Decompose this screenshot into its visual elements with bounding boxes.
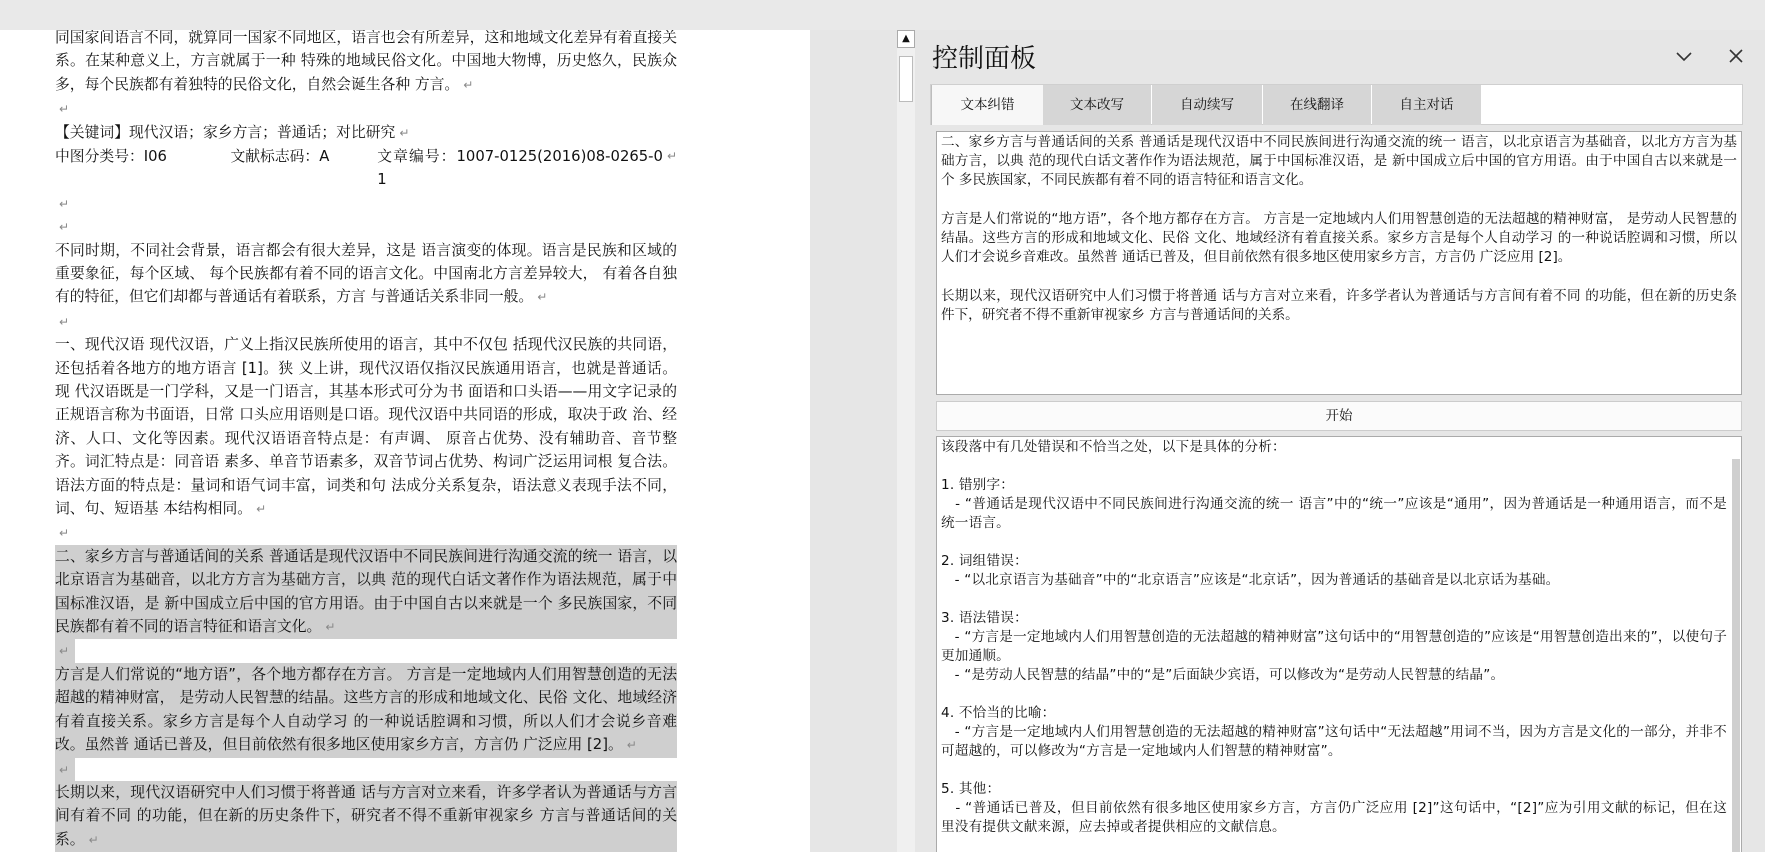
output-scrollbar[interactable] [1732, 459, 1740, 852]
start-button[interactable]: 开始 [936, 401, 1742, 431]
tab-auto-continue[interactable]: 自动续写 [1152, 85, 1262, 125]
panel-title: 控制面板 [932, 44, 1037, 74]
document-body[interactable] [55, 30, 677, 852]
tab-text-rewrite[interactable]: 文本改写 [1043, 85, 1151, 125]
doc-paragraph-long-selected[interactable]: 长期以来，现代汉语研究中人们习惯于将普通 话与方言对立来看，许多学者认为普通话与方言间有着不同 的功能，但在新的历史条件下，研究者不得不重新审视家乡 方言与普通话间的关系。 ↵ [55, 781, 677, 852]
cls-number: 中图分类号：I06 [55, 148, 167, 166]
empty-line-selected[interactable]: ↵ [55, 758, 75, 781]
feature-tabs [930, 84, 1743, 125]
empty-line-selected[interactable]: ↵ [55, 639, 75, 662]
article-number: 文章编号：1007-0125(2016)08-0265-01 [377, 148, 663, 189]
doc-section-dialect-relation-selected[interactable]: 二、家乡方言与普通话间的关系 普通话是现代汉语中不同民族间进行沟通交流的统一 语言，以北京语言为基础音，以北方方言为基础方言，以典 范的现代白话文著作作为语法规范，属于中国标准汉语，是 新中国成立后中国的官方用语。由于中国自古以来就是一个 多民族国家，不同民族都有着不同的语言特征和语言文化。 ↵ [55, 545, 677, 640]
chevron-down-icon[interactable] [1672, 44, 1696, 68]
window-top-bar [0, 0, 1765, 30]
empty-line[interactable]: ↵ [59, 196, 70, 211]
scroll-up-arrow-icon[interactable]: ▲ [897, 30, 915, 48]
doc-paragraph-dialect-selected[interactable]: 方言是人们常说的“地方语”，各个地方都存在方言。 方言是一定地域内人们用智慧创造的无法超越的精神财富， 是劳动人民智慧的结晶。这些方言的形成和地域文化、民俗 文化、地域经济有着直接关系。家乡方言是每个人自动学习 的一种说话腔调和习惯，所以人们才会说乡音难改。虽然普 通话已普及，但目前依然有很多地区使用家乡方言，方言仍 广泛应用 [2]。 ↵ [55, 663, 677, 758]
empty-line[interactable]: ↵ [59, 220, 70, 235]
tab-free-dialog[interactable]: 自主对话 [1372, 85, 1481, 125]
doc-classification[interactable]: 中图分类号：I06 文献标志码：A 文章编号：1007-0125(2016)08-0265-01 ↵ [55, 145, 677, 192]
tab-online-translate[interactable]: 在线翻译 [1263, 85, 1371, 125]
doc-keywords[interactable]: 【关键词】现代汉语；家乡方言；普通话；对比研究 ↵ [55, 123, 410, 141]
paragraph-mark: ↵ [463, 77, 474, 92]
close-icon[interactable] [1724, 44, 1748, 68]
output-text: 该段落中有几处错误和不恰当之处，以下是具体的分析： 1. 错别字： - “普通话是现代汉语中不同民族间进行沟通交流的统一 语言”中的“统一”应该是“通用”，因为普通话是一种通用语言，而不是统一语言。 2. 词组错误： - “以北京语言为基础音”中的“北京语言”应该是“北京话”，因为普通话的基础音是以北京话为基础。 3. 语法错误： - “方言是一定地域内人们用智慧创造的无法超越的精神财富”这句话中的“用智慧创造的”应该是“用智慧创造出来的”，以使句子更加通顺。 - “是劳动人民智慧的结晶”中的“是”后面缺少宾语，可以修改为“是劳动人民智慧的结晶”。 4. 不恰当的比喻： - “方言是一定地域内人们用智慧创造的无法超越的精神财富”这句话中“无法超越”用词不当，因为方言是文化的一部分，并非不可超越的，可以修改为“方言是一定地域内人们智慧的精神财富”。 5. 其他： - “普通话已普及，但目前依然有很多地区使用家乡方言，方言仍广泛应用 [2]”这句话中，“[2]”应为引用文献的标记，但在这里没有提供文献来源，应去掉或者提供相应的文献信息。 [941, 439, 1727, 835]
document-page[interactable] [0, 30, 810, 852]
doc-paragraph-intro-end[interactable]: 同国家间语言不同，就算同一国家不同地区，语言也会有所差异，这和地域文化差异有着直接关系。在某种意义上，方言就属于一种 特殊的地域民俗文化。中国地大物博，历史悠久，民族众多，每个民族都有着独特的民俗文化，自然会诞生各种 方言。 ↵ [55, 30, 677, 93]
tab-text-correction[interactable]: 文本纠错 [931, 85, 1044, 125]
panel-scrollbar-thumb[interactable] [899, 56, 913, 102]
empty-line[interactable]: ↵ [59, 526, 70, 541]
doc-paragraph-times[interactable]: 不同时期，不同社会背景，语言都会有很大差异，这是 语言演变的体现。语言是民族和区域的重要象征，每个区域、 每个民族都有着不同的语言文化。中国南北方言差异较大， 有着各自独有的特征，但它们却都与普通话有着联系，方言 与普通话关系非同一般。 ↵ [55, 241, 677, 306]
doc-mark-code: 文献标志码：A [230, 148, 330, 166]
doc-section-modern-chinese[interactable]: 一、现代汉语 现代汉语，广义上指汉民族所使用的语言，其中不仅包 括现代汉民族的共同语，还包括着各地方的地方语言 [1]。狭 义上讲，现代汉语仅指汉民族通用语言，也就是普通话。现 代汉语既是一门学科，又是一门语言，其基本形式可分为书 面语和口头语——用文字记录的正规语言称为书面语，日常 口头应用语则是口语。现代汉语中共同语的形成，取决于政 治、经济、人口、文化等因素。现代汉语语音特点是：有声调、 原音占优势、没有辅助音、音节整齐。词汇特点是：同音语 素多、单音节语素多，双音节词占优势、构词广泛运用词根 复合法。语法方面的特点是：量词和语气词丰富，词类和句 法成分关系复杂，语法意义表现手法不同，词、句、短语基 本结构相同。 ↵ [55, 336, 677, 518]
output-textarea[interactable] [936, 436, 1742, 852]
input-textarea[interactable]: 二、家乡方言与普通话间的关系 普通话是现代汉语中不同民族间进行沟通交流的统一 语言，以北京语言为基础音，以北方方言为基础方言，以典 范的现代白话文著作作为语法规范，属于中国标准汉语，是 新中国成立后中国的官方用语。由于中国自古以来就是一个 多民族国家，不同民族都有着不同的语言特征和语言文化。 方言是人们常说的“地方语”，各个地方都存在方言。 方言是一定地域内人们用智慧创造的无法超越的精神财富， 是劳动人民智慧的结晶。这些方言的形成和地域文化、民俗 文化、地域经济有着直接关系。家乡方言是每个人自动学习 的一种说话腔调和习惯，所以人们才会说乡音难改。虽然普 通话已普及，但目前依然有很多地区使用家乡方言，方言仍 广泛应用 [2]。 长期以来，现代汉语研究中人们习惯于将普通 话与方言对立来看，许多学者认为普通话与方言间有着不同 的功能，但在新的历史条件下，研究者不得不重新审视家乡 方言与普通话间的关系。 [936, 131, 1742, 395]
panel-scrollbar-track[interactable] [897, 48, 915, 852]
empty-line[interactable]: ↵ [59, 102, 70, 117]
workspace-gutter [810, 30, 898, 852]
empty-line[interactable]: ↵ [59, 314, 70, 329]
